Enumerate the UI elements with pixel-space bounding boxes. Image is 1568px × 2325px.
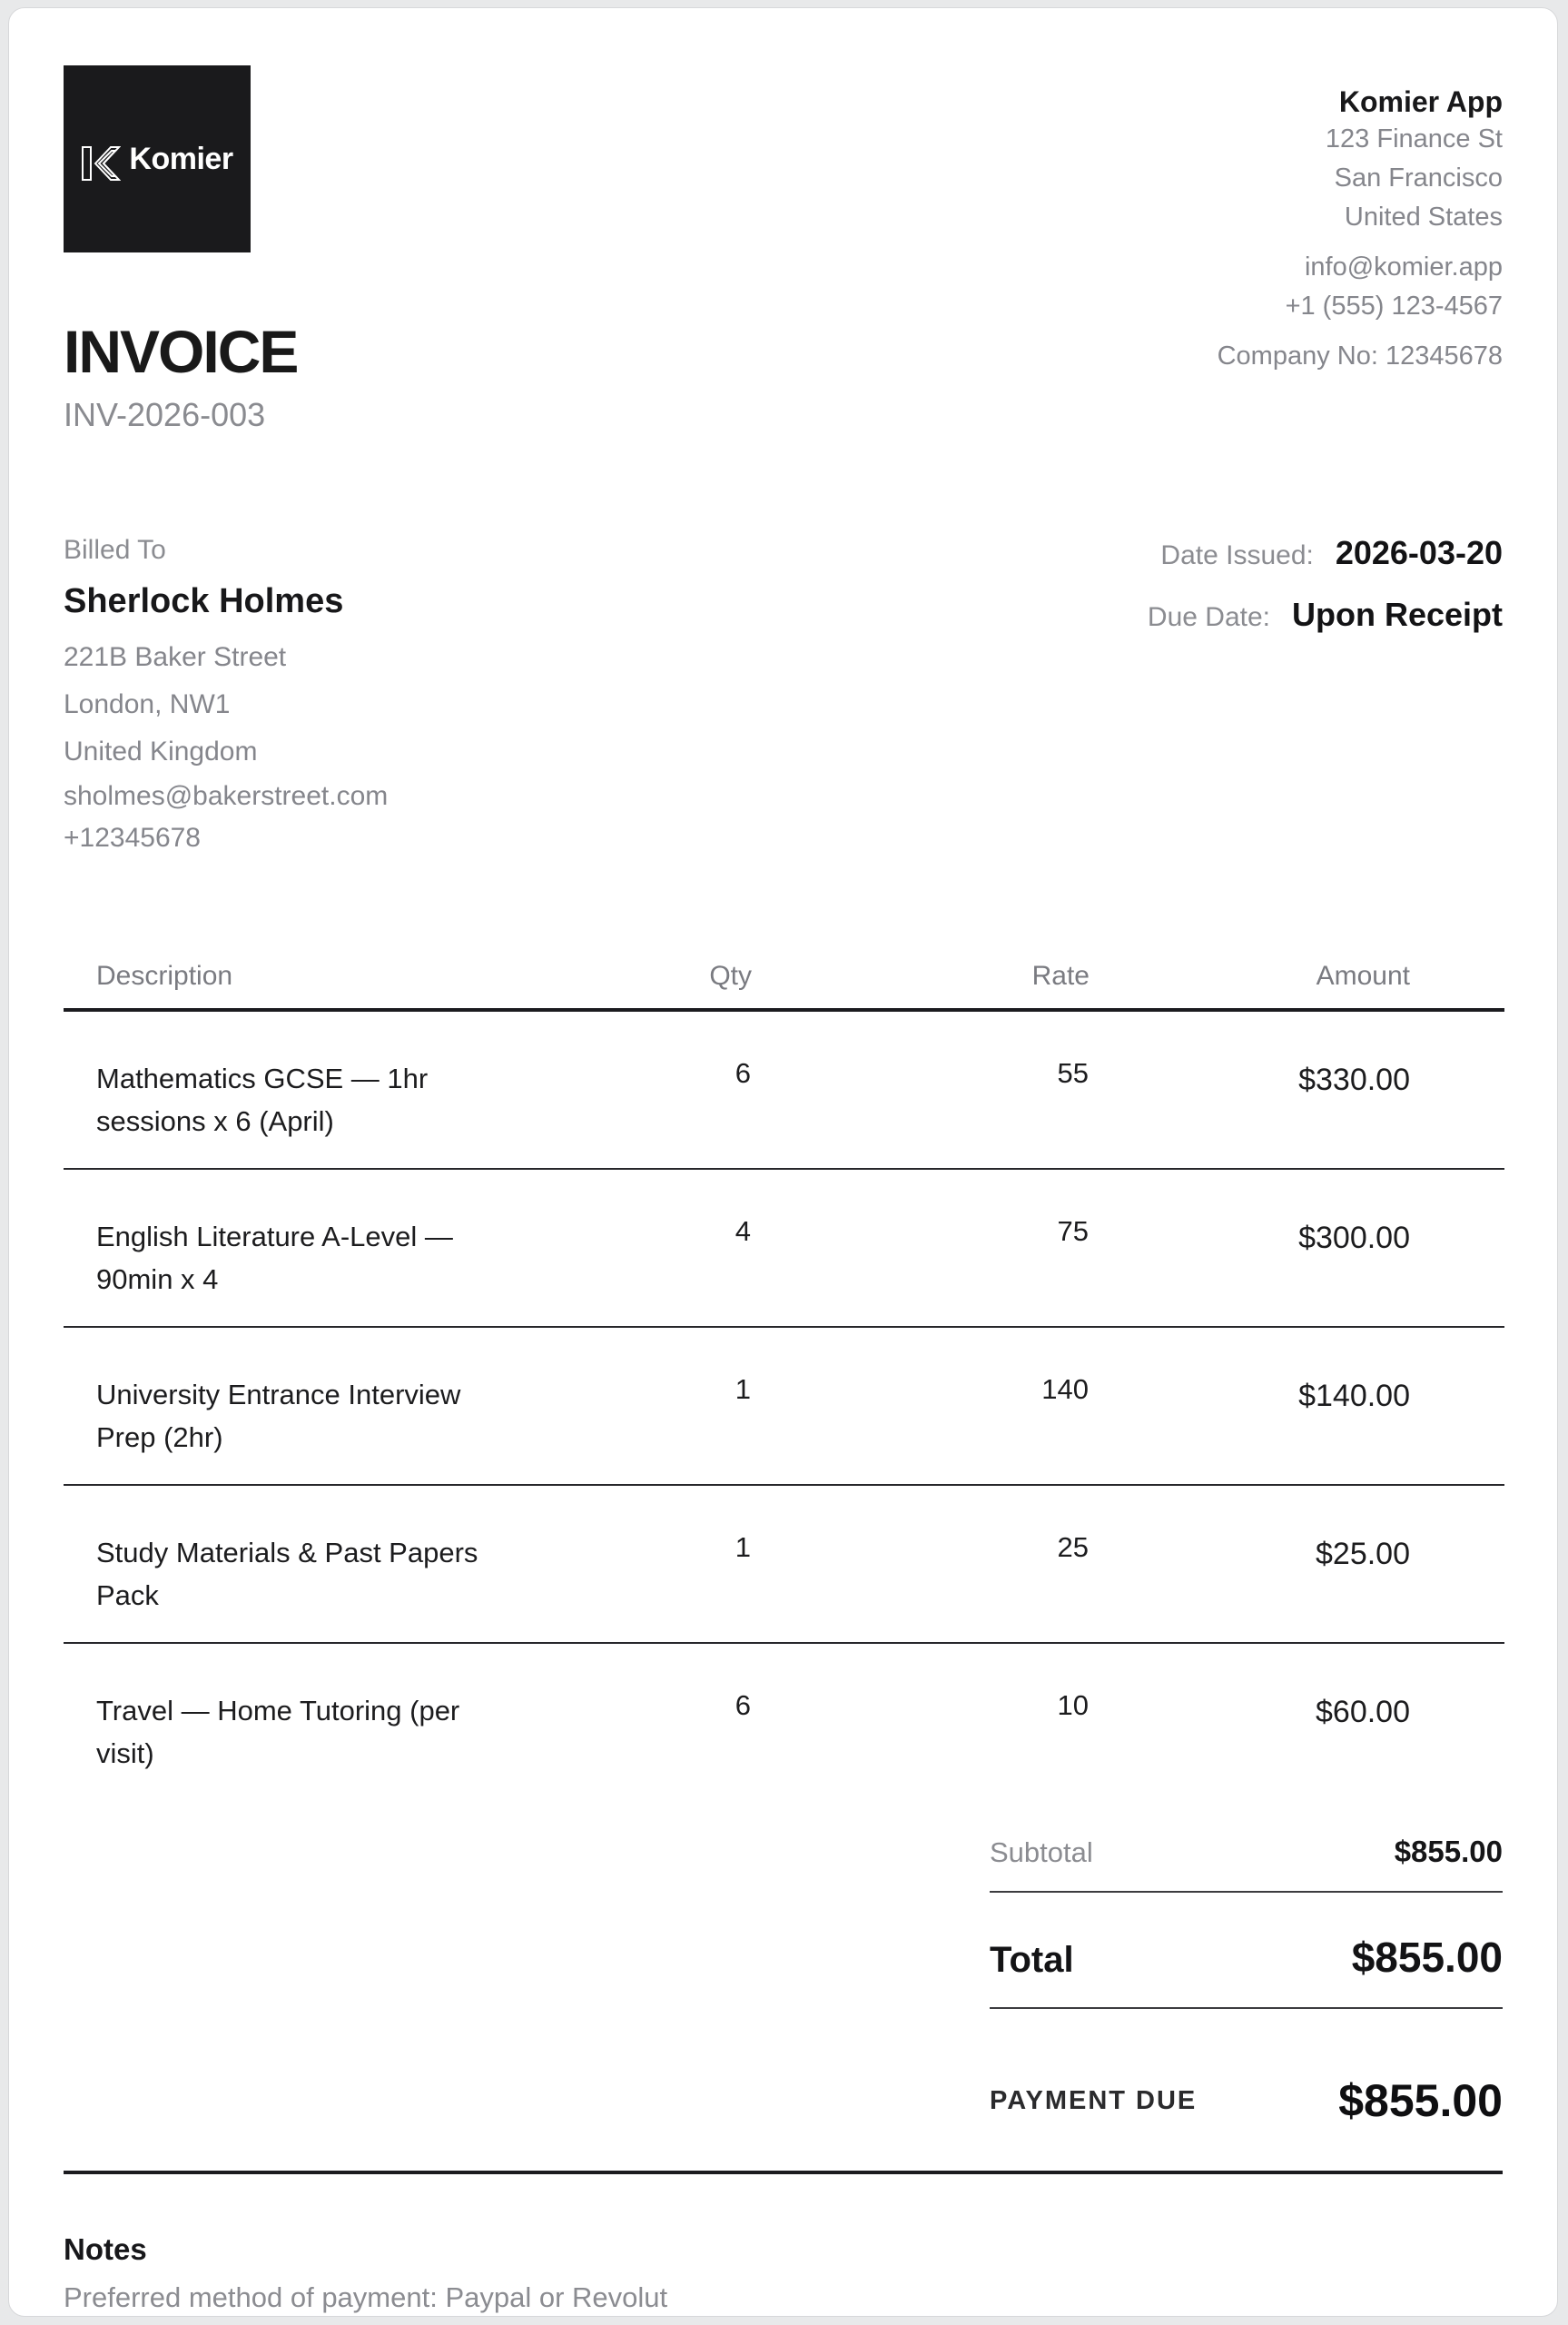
- item-description: Travel — Home Tutoring (per visit): [96, 1695, 460, 1769]
- item-rate: 10: [1057, 1689, 1089, 1721]
- text-line: +1 (555) 123-4567: [1285, 292, 1503, 321]
- client-address: [64, 634, 388, 776]
- payment-due-value: $855.00: [1338, 2075, 1503, 2126]
- date-issued-row: [1148, 534, 1503, 572]
- client-contact: [64, 776, 388, 859]
- item-amount: $25.00: [1090, 1485, 1504, 1643]
- invoice-card: [8, 7, 1558, 2317]
- invoice-title: INVOICE: [64, 318, 298, 385]
- text-line: 123 Finance St: [1325, 124, 1503, 153]
- item-description: Study Materials & Past Papers Pack: [96, 1537, 478, 1611]
- client-name: Sherlock Holmes: [64, 582, 344, 620]
- text-line: London, NW1: [64, 689, 231, 719]
- komier-k-icon: [81, 138, 121, 181]
- total-value: $855.00: [1351, 1934, 1503, 1981]
- notes-section: [64, 2171, 1503, 2314]
- item-rate: 75: [752, 1169, 1090, 1327]
- line-items-table: [64, 961, 1504, 1800]
- payment-due-label: PAYMENT DUE: [990, 2085, 1198, 2115]
- billing-section: [64, 534, 1503, 859]
- item-rate: 140: [752, 1327, 1090, 1485]
- billed-to-block: [64, 534, 388, 859]
- invoice-number: INV-2026-003: [64, 396, 266, 433]
- table-row: [64, 1010, 1504, 1169]
- billed-to-label: Billed To: [64, 535, 166, 565]
- subtotal-row: [990, 1835, 1503, 1893]
- table-row: [64, 1327, 1504, 1485]
- company-address: [1218, 120, 1503, 237]
- item-amount: $300.00: [1090, 1169, 1504, 1327]
- totals-section: [990, 1835, 1503, 2127]
- subtotal-value: $855.00: [1394, 1835, 1503, 1868]
- item-amount: $140.00: [1090, 1327, 1504, 1485]
- item-qty: 6: [626, 1010, 752, 1169]
- table-header-row: [64, 961, 1504, 1010]
- item-description: University Entrance Interview Prep (2hr): [96, 1379, 461, 1453]
- logo-brand-text: Komier: [129, 141, 233, 176]
- company-number: Company No: 12345678: [1217, 341, 1503, 371]
- payment-due-row: [990, 2074, 1503, 2127]
- notes-label: Notes: [64, 2232, 147, 2266]
- total-row: [990, 1933, 1503, 2009]
- total-label: Total: [990, 1940, 1074, 1980]
- date-issued-label: Date Issued:: [1160, 540, 1314, 570]
- item-rate: 25: [752, 1485, 1090, 1643]
- item-description: Mathematics GCSE — 1hr sessions x 6 (April): [96, 1063, 429, 1137]
- column-header-qty: Qty: [626, 961, 752, 1010]
- text-line: San Francisco: [1334, 163, 1503, 193]
- company-name: Komier App: [1338, 85, 1503, 118]
- table-row: [64, 1169, 1504, 1327]
- column-header-description: Description: [64, 961, 626, 1010]
- item-description: English Literature A-Level — 90min x 4: [96, 1221, 453, 1295]
- table-row: [64, 1485, 1504, 1643]
- company-contact: [1218, 248, 1503, 326]
- due-date-value: Upon Receipt: [1291, 596, 1503, 633]
- item-qty: 1: [626, 1327, 752, 1485]
- item-qty: 1: [626, 1485, 752, 1643]
- header-section: [64, 65, 1503, 434]
- company-info: [1218, 84, 1503, 434]
- table-row: [64, 1643, 1504, 1800]
- item-qty: 4: [626, 1169, 752, 1327]
- dates-block: [1148, 534, 1503, 859]
- item-amount: $330.00: [1090, 1010, 1504, 1169]
- due-date-label: Due Date:: [1147, 602, 1270, 632]
- notes-text: Preferred method of payment: Paypal or Revolut: [64, 2281, 668, 2313]
- item-amount: $60.00: [1316, 1695, 1410, 1729]
- header-left: [64, 65, 297, 434]
- text-line: 221B Baker Street: [64, 642, 287, 672]
- column-header-rate: Rate: [752, 961, 1090, 1010]
- text-line: United Kingdom: [64, 737, 258, 767]
- due-date-row: [1148, 596, 1503, 634]
- text-line: info@komier.app: [1304, 252, 1503, 282]
- text-line: +12345678: [64, 823, 201, 853]
- item-rate: 55: [752, 1010, 1090, 1169]
- text-line: United States: [1344, 203, 1503, 232]
- item-qty: 6: [735, 1689, 751, 1721]
- company-logo: [64, 65, 251, 252]
- column-header-amount: Amount: [1090, 961, 1504, 1010]
- subtotal-label: Subtotal: [990, 1836, 1093, 1868]
- date-issued-value: 2026-03-20: [1335, 534, 1503, 571]
- text-line: sholmes@bakerstreet.com: [64, 781, 389, 811]
